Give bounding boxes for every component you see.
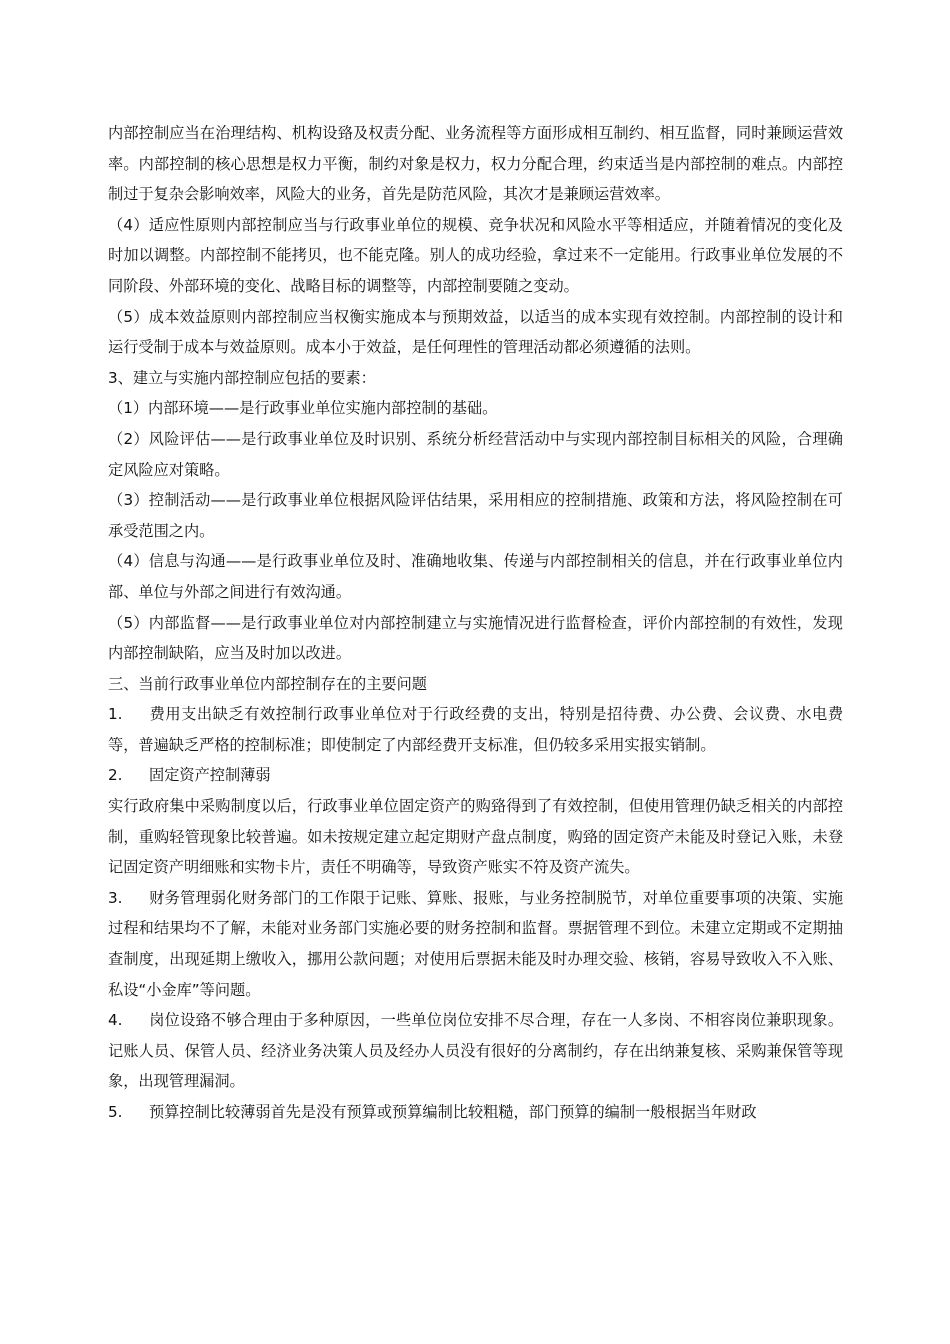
paragraph: 实行政府集中采购制度以后，行政事业单位固定资产的购臵得到了有效控制，但使用管理仍缺乏相关的内部控制，重购轻管现象比较普遍。如未按规定建立起定期财产盘点制度，购臵的固定资产未能及时登记入账，未登记固定资产明细账和实物卡片，责任不明确等，导致资产账实不符及资产流失。 <box>108 797 843 877</box>
list-item <box>108 1005 843 1097</box>
paragraph: （1）内部环境——是行政事业单位实施内部控制的基础。 <box>108 399 498 418</box>
section-heading: 三、当前行政事业单位内部控制存在的主要问题 <box>108 674 427 693</box>
paragraph: （5）内部监督——是行政事业单位对内部控制建立与实施情况进行监督检查，评价内部控制的有效性，发现内部控制缺陷，应当及时加以改进。 <box>108 613 843 663</box>
paragraph: 内部控制应当在治理结构、机构设臵及权责分配、业务流程等方面形成相互制约、相互监督，同时兼顾运营效率。内部控制的核心思想是权力平衡，制约对象是权力，权力分配合理，约束适当是内部控制的难点。内部控制过于复杂会影响效率，风险大的业务，首先是防范风险，其次才是兼顾运营效率。 <box>108 124 843 204</box>
list-item-text: 财务管理弱化财务部门的工作限于记账、算账、报账，与业务控制脱节，对单位重要事项的决策、实施过程和结果均不了解，未能对业务部门实施必要的财务控制和监督。票据管理不到位。未建立定期或不定期抽查制度，出现延期上缴收入，挪用公款问题；对使用后票据未能及时办理交验、核销，容易导致收入不入账、私设“小金库”等问题。 <box>108 888 843 999</box>
list-item-number: 4. <box>108 1011 123 1030</box>
list-item <box>108 1097 843 1128</box>
section-heading: 3、建立与实施内部控制应包括的要素： <box>108 368 376 387</box>
paragraph: （4）信息与沟通——是行政事业单位及时、准确地收集、传递与内部控制相关的信息，并在行政事业单位内部、单位与外部之间进行有效沟通。 <box>108 552 843 601</box>
list-item-text: 预算控制比较薄弱首先是没有预算或预算编制比较粗糙，部门预算的编制一般根据当年财政 <box>149 1103 757 1121</box>
paragraph: （5）成本效益原则内部控制应当权衡实施成本与预期效益，以适当的成本实现有效控制。内部控制的设计和运行受制于成本与效益原则。成本小于效益，是任何理性的管理活动都必须遵循的法则。 <box>108 307 843 357</box>
paragraph: （3）控制活动——是行政事业单位根据风险评估结果，采用相应的控制措施、政策和方法，将风险控制在可承受范围之内。 <box>108 491 843 540</box>
list-item <box>108 883 843 1005</box>
list-item-text: 岗位设臵不够合理由于多种原因，一些单位岗位安排不尽合理，存在一人多岗、不相容岗位兼职现象。记账人员、保管人员、经济业务决策人员及经办人员没有很好的分离制约，存在出纳兼复核、采购兼保管等现象，出现管理漏洞。 <box>108 1011 843 1091</box>
paragraph: （4）适应性原则内部控制应当与行政事业单位的规模、竞争状况和风险水平等相适应，并随着情况的变化及时加以调整。内部控制不能拷贝，也不能克隆。别人的成功经验，拿过来不一定能用。行政事业单位发展的不同阶段、外部环境的变化、战略目标的调整等，内部控制要随之变动。 <box>108 215 843 295</box>
list-item-number: 3. <box>108 888 123 907</box>
list-item-number: 5. <box>108 1103 123 1121</box>
list-item <box>108 699 843 760</box>
list-item-number: 2. <box>108 766 123 785</box>
list-item <box>108 760 843 791</box>
list-item-number: 1. <box>108 705 123 724</box>
list-item-text: 固定资产控制薄弱 <box>149 766 271 785</box>
document-body <box>108 118 843 1128</box>
paragraph: （2）风险评估——是行政事业单位及时识别、系统分析经营活动中与实现内部控制目标相关的风险，合理确定风险应对策略。 <box>108 429 843 479</box>
list-item-text: 费用支出缺乏有效控制行政事业单位对于行政经费的支出，特别是招待费、办公费、会议费、水电费等，普遍缺乏严格的控制标准；即使制定了内部经费开支标准，但仍较多采用实报实销制。 <box>108 705 843 754</box>
